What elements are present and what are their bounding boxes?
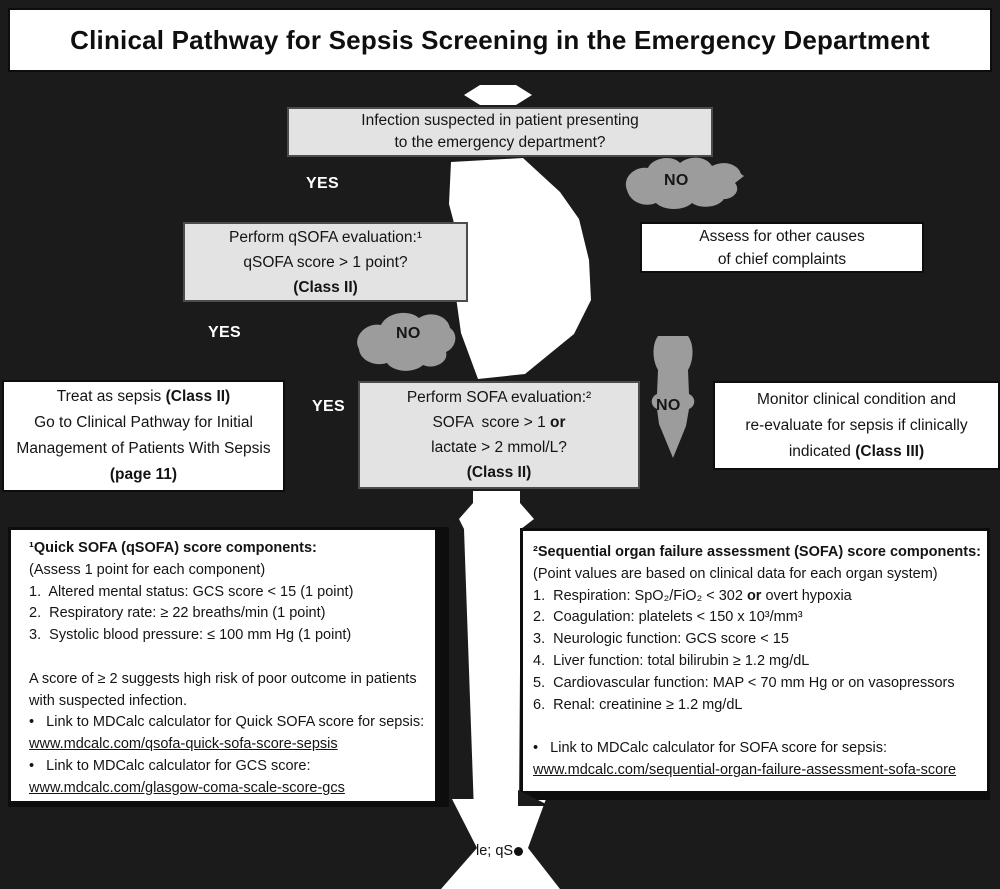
text-line — [699, 225, 864, 248]
text-span: (Class II) — [293, 278, 358, 296]
abbreviation-fragment-text: le; qS — [476, 843, 514, 859]
text-line — [361, 110, 638, 132]
text-span: 1. Respiration: SpO₂/FiO₂ < 302 — [533, 587, 747, 604]
text-span: 3. Systolic blood pressure: ≤ 100 mm Hg (1 point) — [29, 627, 352, 644]
text-line — [533, 695, 983, 717]
text-span: of chief complaints — [717, 250, 847, 268]
text-line — [789, 439, 924, 465]
text-line — [57, 384, 230, 410]
text-span: Monitor clinical condition and — [756, 390, 957, 408]
text-line — [29, 647, 431, 669]
text-line[interactable] — [29, 734, 431, 756]
text-span: Management of Patients With Sepsis — [16, 440, 271, 457]
text-span: lactate > 2 mmol/L? — [431, 439, 567, 456]
text-line — [533, 586, 983, 608]
link-url[interactable]: www.mdcalc.com/glasgow-coma-scale-score-gcs — [29, 779, 345, 796]
text-span: 3. Neurologic function: GCS score < 15 — [533, 631, 789, 648]
text-line — [29, 538, 431, 560]
text-span: • Link to MDCalc calculator for Quick SOFA score for sepsis: — [29, 714, 425, 731]
arrow-main-down — [449, 158, 591, 379]
text-line — [29, 603, 431, 625]
link-url[interactable]: www.mdcalc.com/sequential-organ-failure-assessment-sofa-score — [533, 761, 957, 778]
label-yes-infection: YES — [306, 175, 339, 192]
text-span: (Class II) — [466, 464, 532, 481]
text-span: Assess for other causes — [699, 227, 865, 245]
text-line — [533, 564, 983, 586]
text-span: to the emergency department? — [394, 134, 606, 151]
text-line — [29, 712, 431, 734]
action-treat-as-sepsis — [2, 380, 285, 492]
text-line — [718, 248, 846, 271]
text-span: (Assess 1 point for each component) — [29, 561, 266, 578]
text-span: (Class III) — [855, 442, 925, 460]
text-line — [110, 462, 177, 488]
text-line — [29, 560, 431, 582]
text-line — [293, 275, 358, 300]
text-span: ²Sequential organ failure assessment (SOFA) score components: — [533, 544, 981, 560]
text-span: 5. Cardiovascular function: MAP < 70 mm Hg or on vasopressors — [533, 674, 955, 691]
text-line — [533, 673, 983, 695]
text-span: or — [550, 414, 566, 431]
text-span: Go to Clinical Pathway for Initial — [34, 414, 253, 431]
text-span: • Link to MDCalc calculator for SOFA score for sepsis: — [533, 740, 888, 757]
action-monitor-condition — [713, 381, 1000, 470]
text-span: (Class II) — [165, 388, 231, 405]
page-title: Clinical Pathway for Sepsis Screening in the Emergency Department — [70, 24, 930, 55]
text-span: re-evaluate for sepsis if clinically — [745, 416, 968, 434]
text-line — [29, 625, 431, 647]
text-line — [229, 225, 422, 250]
text-line — [29, 582, 431, 604]
decision-infection-suspected — [287, 107, 713, 157]
text-span: (Point values are based on clinical data for each organ system) — [533, 565, 938, 582]
text-span: overt hypoxia — [761, 587, 852, 604]
text-span: Perform SOFA evaluation:² — [406, 389, 592, 406]
text-span: 6. Renal: creatinine ≥ 1.2 mg/dL — [533, 696, 743, 713]
text-line — [394, 132, 605, 154]
text-span: 2. Coagulation: platelets < 150 x 10³/mm³ — [533, 609, 803, 626]
decision-qsofa-evaluation — [183, 222, 468, 302]
text-line — [533, 651, 983, 673]
title-banner — [8, 8, 992, 72]
text-line — [34, 410, 253, 436]
obscured-letter-dot — [514, 847, 523, 856]
text-line — [243, 250, 407, 275]
text-line — [29, 756, 431, 778]
text-span: 1. Altered mental status: GCS score < 15 (1 point) — [29, 583, 354, 600]
text-span: or — [746, 587, 762, 604]
label-no-infection: NO — [664, 172, 689, 189]
decision-sofa-evaluation — [358, 381, 640, 489]
action-assess-other-causes — [640, 222, 924, 273]
arrow-title-to-infection — [464, 85, 532, 105]
text-line[interactable] — [29, 778, 431, 800]
text-line — [745, 413, 967, 439]
text-span: • Link to MDCalc calculator for GCS score: — [29, 757, 311, 774]
text-span: Infection suspected in patient presenting — [361, 112, 639, 129]
label-yes-qsofa: YES — [208, 324, 241, 341]
text-line — [467, 460, 532, 485]
text-line — [757, 387, 956, 413]
text-span: indicated — [788, 442, 856, 460]
text-line — [29, 691, 431, 713]
text-span: 4. Liver function: total bilirubin ≥ 1.2 mg/dL — [533, 652, 810, 669]
text-span: SOFA score > 1 — [432, 414, 551, 431]
text-span: (page 11) — [109, 466, 178, 483]
text-line — [533, 542, 983, 564]
text-line — [533, 629, 983, 651]
footnote-qsofa-components — [8, 527, 449, 807]
link-url[interactable]: www.mdcalc.com/qsofa-quick-sofa-score-sepsis — [29, 736, 338, 753]
label-no-qsofa: NO — [396, 325, 421, 342]
text-span: ¹Quick SOFA (qSOFA) score components: — [29, 540, 317, 556]
label-yes-sofa: YES — [312, 398, 345, 415]
text-line — [29, 669, 431, 691]
text-line — [533, 607, 983, 629]
text-line — [432, 410, 565, 435]
text-line[interactable] — [533, 760, 983, 782]
text-line — [533, 738, 983, 760]
text-span: 2. Respiratory rate: ≥ 22 breaths/min (1 point) — [29, 605, 326, 622]
text-line — [16, 436, 270, 462]
text-span: Treat as sepsis — [56, 388, 166, 405]
text-span: qSOFA score > 1 point? — [243, 253, 408, 271]
label-no-sofa: NO — [656, 397, 681, 414]
footnote-sofa-components — [520, 528, 990, 800]
text-span: Perform qSOFA evaluation:¹ — [229, 228, 422, 246]
text-span: A score of ≥ 2 suggests high risk of poor outcome in patients — [29, 670, 417, 687]
text-span: with suspected infection. — [29, 692, 187, 709]
text-line — [431, 435, 567, 460]
text-line — [533, 716, 983, 738]
abbreviation-fragment — [476, 843, 523, 859]
footnote-sofa-corner-bevel — [518, 790, 550, 806]
text-line — [407, 385, 591, 410]
